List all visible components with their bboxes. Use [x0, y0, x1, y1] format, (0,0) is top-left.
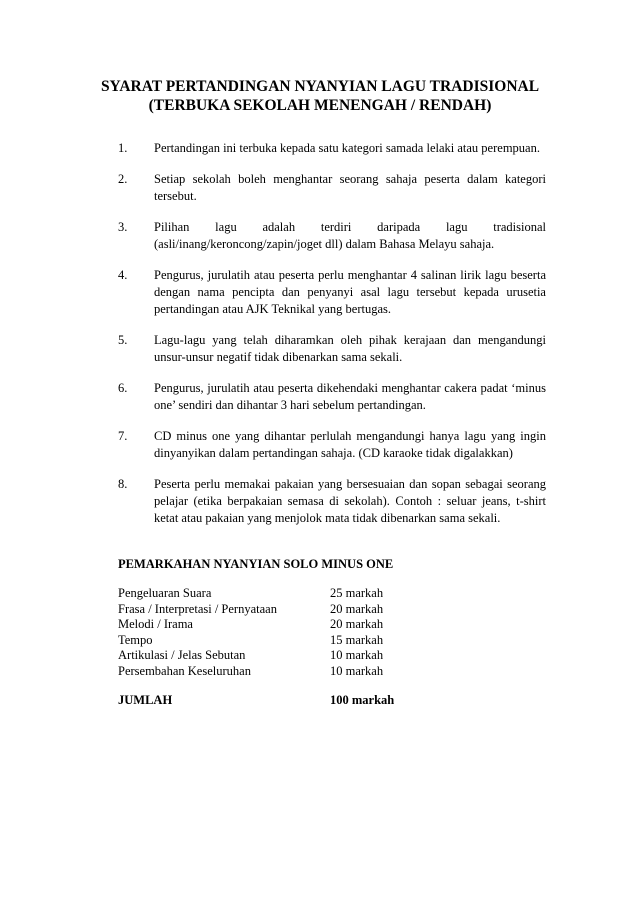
- document-title: SYARAT PERTANDINGAN NYANYIAN LAGU TRADISIONAL: [100, 78, 540, 95]
- rules-list: [118, 140, 546, 541]
- rule-number: 7.: [118, 429, 128, 443]
- rule-text: Pengurus, jurulatih atau peserta dikehendaki menghantar cakera padat ‘minus one’ sendiri dan dihantar 3 hari sebelum pertandingan.: [154, 381, 546, 412]
- criterion-score: 15 markah: [330, 632, 384, 647]
- criterion-score: 20 markah: [330, 617, 384, 631]
- marks-row: [118, 648, 418, 664]
- criterion-label: Pengeluaran Suara: [118, 586, 212, 600]
- criterion-score: 20 markah: [330, 601, 384, 616]
- rule-text: Pertandingan ini terbuka kepada satu kategori samada lelaki atau perempuan.: [154, 141, 540, 155]
- total-label: JUMLAH: [118, 693, 173, 707]
- marks-row: [118, 617, 418, 633]
- marks-row: [118, 664, 418, 680]
- rule-text: Pilihan lagu adalah terdiri daripada lagu tradisional (asli/inang/keroncong/zapin/joget dll) dalam Bahasa Melayu sahaja.: [154, 220, 546, 251]
- rule-text: CD minus one yang dihantar perlulah mengandungi hanya lagu yang ingin dinyanyikan dalam pertandingan sahaja. (CD karaoke tidak digalakkan): [154, 429, 546, 460]
- total-row: [118, 692, 418, 709]
- rule-number: 3.: [118, 220, 128, 234]
- marks-table: [118, 586, 418, 679]
- criterion-label: Melodi / Irama: [118, 617, 193, 631]
- rule-number: 8.: [118, 477, 128, 491]
- rule-item: [118, 476, 546, 527]
- rule-item: [118, 428, 546, 462]
- marks-row: [118, 633, 418, 649]
- rule-text: Peserta perlu memakai pakaian yang bersesuaian dan sopan sebagai seorang pelajar (etika berpakaian semasa di sekolah). Contoh : seluar jeans, t-shirt ketat atau pakaian yang menjolok mata tidak dibenarkan sama sekali.: [154, 477, 546, 525]
- rule-number: 2.: [118, 172, 128, 186]
- rule-text: Lagu-lagu yang telah diharamkan oleh pihak kerajaan dan mengandungi unsur-unsur negatif tidak dibenarkan sama sekali.: [154, 333, 546, 364]
- rule-item: [118, 267, 546, 318]
- rule-number: 5.: [118, 333, 128, 347]
- rule-text: Setiap sekolah boleh menghantar seorang sahaja peserta dalam kategori tersebut.: [154, 172, 546, 203]
- rule-item: [118, 140, 546, 157]
- criterion-label: Frasa / Interpretasi / Pernyataan: [118, 601, 277, 616]
- total-score: 100 markah: [330, 693, 395, 707]
- rule-number: 6.: [118, 381, 128, 395]
- rule-item: [118, 219, 546, 253]
- criterion-label: Tempo: [118, 632, 153, 647]
- marks-heading: PEMARKAHAN NYANYIAN SOLO MINUS ONE: [118, 557, 394, 571]
- marks-row: [118, 602, 418, 618]
- rule-item: [118, 171, 546, 205]
- criterion-score: 25 markah: [330, 586, 384, 600]
- criterion-label: Artikulasi / Jelas Sebutan: [118, 648, 246, 662]
- marks-row: [118, 586, 418, 602]
- rule-number: 4.: [118, 268, 128, 282]
- rule-number: 1.: [118, 141, 128, 155]
- document-subtitle: (TERBUKA SEKOLAH MENENGAH / RENDAH): [148, 97, 492, 114]
- criterion-score: 10 markah: [330, 663, 384, 678]
- rule-text: Pengurus, jurulatih atau peserta perlu menghantar 4 salinan lirik lagu beserta dengan nama pencipta dan penyanyi asal lagu tersebut kepada urusetia pertandingan atau AJK Teknikal yang bertugas.: [154, 268, 546, 316]
- rule-item: [118, 380, 546, 414]
- criterion-score: 10 markah: [330, 648, 384, 662]
- rule-item: [118, 332, 546, 366]
- criterion-label: Persembahan Keseluruhan: [118, 663, 251, 678]
